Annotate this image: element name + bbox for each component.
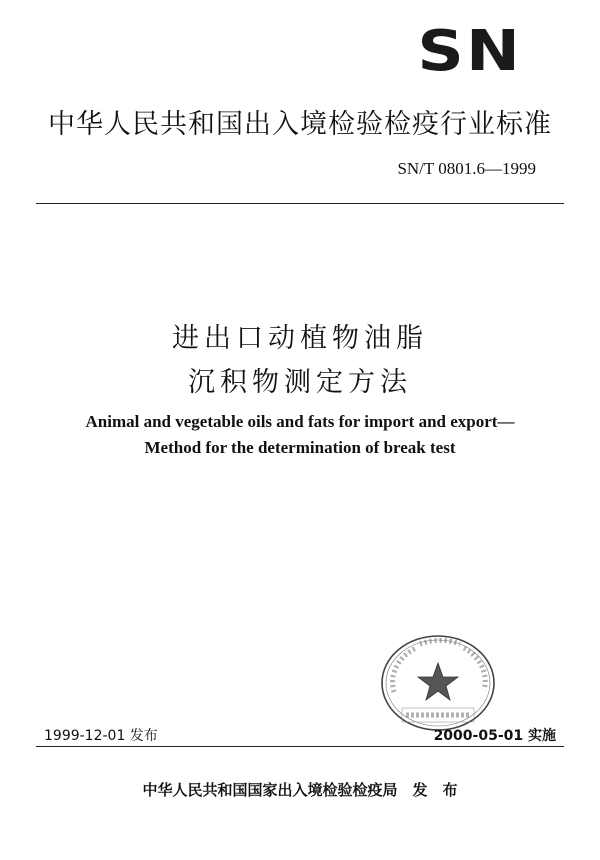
english-title-line-1: Animal and vegetable oils and fats for import and export—	[85, 412, 515, 431]
bottom-divider	[36, 746, 564, 747]
english-title-line-2: Method for the determination of break test	[144, 438, 456, 457]
standard-category: 中华人民共和国出入境检验检疫行业标准	[48, 109, 552, 140]
issue-date: 1999-12-01 发布	[44, 728, 158, 744]
standard-code: SN/T 0801.6—1999	[397, 159, 536, 178]
star-icon	[418, 663, 458, 700]
sn-logo: SN	[417, 19, 522, 84]
implementation-date: 2000-05-01 实施	[433, 728, 556, 744]
chinese-title-line-1: 进出口动植物油脂	[172, 323, 428, 354]
chinese-title-line-2: 沉积物测定方法	[188, 367, 412, 398]
official-seal-stamp	[376, 630, 500, 736]
top-divider	[36, 203, 564, 204]
publisher: 中华人民共和国国家出入境检验检疫局 发 布	[142, 781, 458, 799]
